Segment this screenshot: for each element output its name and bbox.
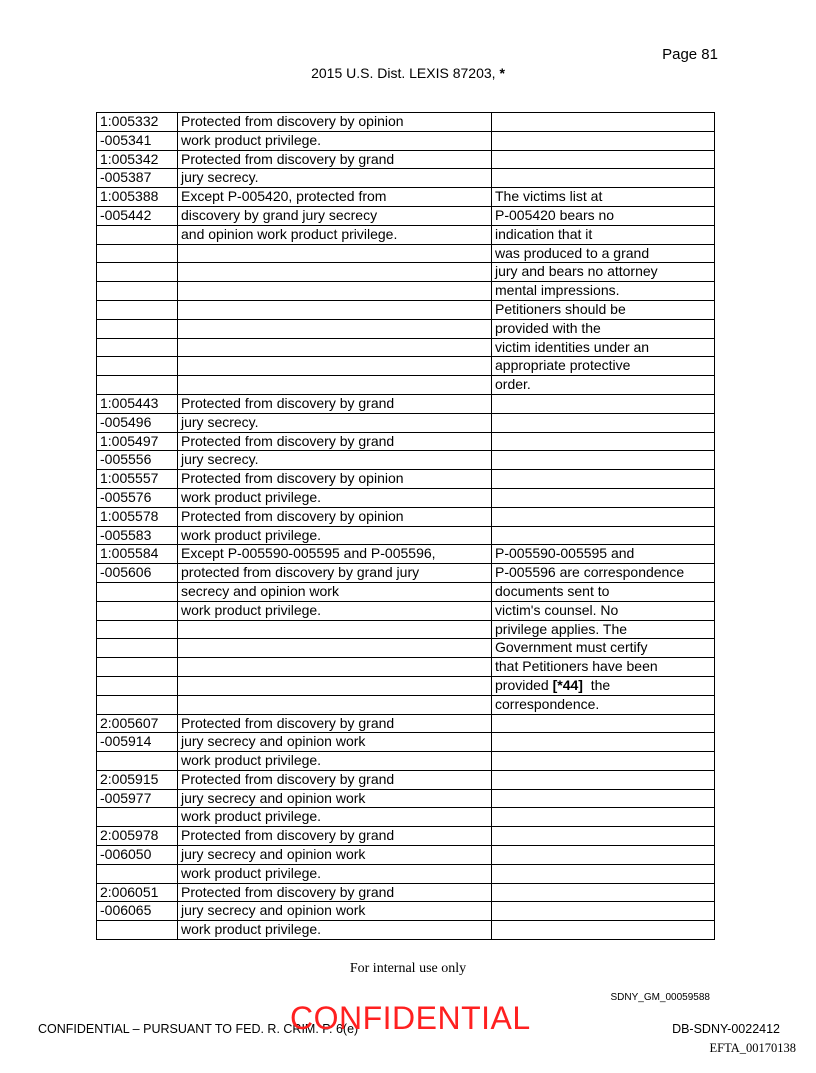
ruling-cell: work product privilege. xyxy=(178,864,492,883)
bates-range-cell: 1:005584 xyxy=(97,545,178,564)
page-number: Page 81 xyxy=(662,46,718,63)
bates-range-cell: -005387 xyxy=(97,169,178,188)
comment-cell: indication that it xyxy=(492,225,715,244)
confidential-notice: CONFIDENTIAL – PURSUANT TO FED. R. CRIM. P. 6(e) xyxy=(38,1022,359,1036)
bates-range-cell: 1:005342 xyxy=(97,150,178,169)
ruling-cell: Protected from discovery by grand xyxy=(178,150,492,169)
comment-cell xyxy=(492,883,715,902)
table-row xyxy=(97,921,715,940)
ruling-cell: jury secrecy and opinion work xyxy=(178,789,492,808)
ruling-cell xyxy=(178,338,492,357)
table-row xyxy=(97,338,715,357)
comment-cell: that Petitioners have been xyxy=(492,658,715,677)
comment-cell xyxy=(492,752,715,771)
comment-cell xyxy=(492,902,715,921)
bates-range-cell: 1:005497 xyxy=(97,432,178,451)
table-row xyxy=(97,808,715,827)
ruling-cell xyxy=(178,282,492,301)
table-row xyxy=(97,639,715,658)
table-row xyxy=(97,470,715,489)
comment-cell: appropriate protective xyxy=(492,357,715,376)
ruling-cell: protected from discovery by grand jury xyxy=(178,564,492,583)
table-row xyxy=(97,488,715,507)
comment-cell: mental impressions. xyxy=(492,282,715,301)
comment-cell xyxy=(492,169,715,188)
comment-cell xyxy=(492,413,715,432)
table-row xyxy=(97,394,715,413)
table-row xyxy=(97,714,715,733)
bates-range-cell xyxy=(97,376,178,395)
ruling-cell xyxy=(178,620,492,639)
bates-range-cell: -005914 xyxy=(97,733,178,752)
bates-range-cell xyxy=(97,752,178,771)
bates-range-cell: -005977 xyxy=(97,789,178,808)
table-row xyxy=(97,206,715,225)
ruling-cell: Protected from discovery by grand xyxy=(178,394,492,413)
ruling-cell: work product privilege. xyxy=(178,808,492,827)
bates-range-cell xyxy=(97,620,178,639)
citation-star: * xyxy=(499,65,505,81)
page-reference: [*44] xyxy=(552,676,583,693)
ruling-cell: jury secrecy and opinion work xyxy=(178,846,492,865)
bates-range-cell: 2:005607 xyxy=(97,714,178,733)
bates-number: SDNY_GM_00059588 xyxy=(610,992,710,1003)
table-row xyxy=(97,413,715,432)
bates-range-cell: -005442 xyxy=(97,206,178,225)
table-row xyxy=(97,695,715,714)
bates-range-cell: -005556 xyxy=(97,451,178,470)
ruling-cell xyxy=(178,244,492,263)
comment-cell xyxy=(492,846,715,865)
comment-cell xyxy=(492,488,715,507)
comment-cell xyxy=(492,113,715,132)
table-row xyxy=(97,620,715,639)
table-row xyxy=(97,658,715,677)
comment-cell xyxy=(492,131,715,150)
table-row xyxy=(97,300,715,319)
bates-range-cell: -005606 xyxy=(97,564,178,583)
ruling-cell: Protected from discovery by opinion xyxy=(178,507,492,526)
table-row xyxy=(97,545,715,564)
comment-cell: P-005420 bears no xyxy=(492,206,715,225)
table-row xyxy=(97,752,715,771)
table-row xyxy=(97,827,715,846)
table-row xyxy=(97,526,715,545)
comment-cell: provided with the xyxy=(492,319,715,338)
table-row xyxy=(97,282,715,301)
document-id: DB-SDNY-0022412 xyxy=(672,1022,780,1036)
comment-cell: P-005590-005595 and xyxy=(492,545,715,564)
bates-range-cell xyxy=(97,263,178,282)
bates-range-cell: 1:005443 xyxy=(97,394,178,413)
ruling-cell: Protected from discovery by grand xyxy=(178,883,492,902)
table-row xyxy=(97,225,715,244)
bates-range-cell xyxy=(97,582,178,601)
comment-cell xyxy=(492,733,715,752)
ruling-cell: Protected from discovery by grand xyxy=(178,432,492,451)
bates-range-cell xyxy=(97,300,178,319)
bates-range-cell xyxy=(97,244,178,263)
bates-range-cell: -005341 xyxy=(97,131,178,150)
comment-cell: jury and bears no attorney xyxy=(492,263,715,282)
bates-range-cell: 1:005557 xyxy=(97,470,178,489)
page-reference-after: the xyxy=(582,676,611,693)
bates-range-cell: 1:005388 xyxy=(97,188,178,207)
bates-range-cell: -005583 xyxy=(97,526,178,545)
bates-range-cell xyxy=(97,319,178,338)
comment-cell xyxy=(492,451,715,470)
bates-range-cell xyxy=(97,639,178,658)
ruling-cell: Protected from discovery by grand xyxy=(178,714,492,733)
table-row xyxy=(97,507,715,526)
ruling-cell: jury secrecy. xyxy=(178,413,492,432)
table-row xyxy=(97,733,715,752)
comment-cell xyxy=(492,827,715,846)
ruling-cell: Protected from discovery by grand xyxy=(178,770,492,789)
internal-use-note: For internal use only xyxy=(349,961,467,976)
comment-cell: documents sent to xyxy=(492,582,715,601)
bates-range-cell xyxy=(97,808,178,827)
confidential-stamp: CONFIDENTIAL xyxy=(290,1000,531,1036)
bates-range-cell: -005496 xyxy=(97,413,178,432)
table-row xyxy=(97,376,715,395)
bates-range-cell: 2:005915 xyxy=(97,770,178,789)
bates-range-cell xyxy=(97,695,178,714)
ruling-cell: work product privilege. xyxy=(178,131,492,150)
table-row xyxy=(97,582,715,601)
comment-cell xyxy=(492,808,715,827)
bates-range-cell xyxy=(97,338,178,357)
privilege-log-table xyxy=(96,112,715,940)
table-row xyxy=(97,113,715,132)
comment-cell: provided [*44] the xyxy=(492,676,715,695)
case-citation xyxy=(0,65,816,81)
bates-range-cell: -006065 xyxy=(97,902,178,921)
comment-cell xyxy=(492,714,715,733)
citation-text: 2015 U.S. Dist. LEXIS 87203, xyxy=(311,65,496,81)
comment-cell xyxy=(492,770,715,789)
ruling-cell: secrecy and opinion work xyxy=(178,582,492,601)
ruling-cell: Protected from discovery by grand xyxy=(178,827,492,846)
table-row xyxy=(97,263,715,282)
ruling-cell: work product privilege. xyxy=(178,752,492,771)
table-row xyxy=(97,131,715,150)
bates-range-cell xyxy=(97,282,178,301)
ruling-cell: and opinion work product privilege. xyxy=(178,225,492,244)
comment-cell: Petitioners should be xyxy=(492,300,715,319)
bates-range-cell xyxy=(97,676,178,695)
ruling-cell: jury secrecy and opinion work xyxy=(178,733,492,752)
table-row xyxy=(97,902,715,921)
bates-range-cell: -006050 xyxy=(97,846,178,865)
bates-range-cell xyxy=(97,601,178,620)
comment-cell: order. xyxy=(492,376,715,395)
comment-cell: P-005596 are correspondence xyxy=(492,564,715,583)
comment-cell: was produced to a grand xyxy=(492,244,715,263)
table-body xyxy=(97,113,715,940)
ruling-cell xyxy=(178,263,492,282)
comment-cell xyxy=(492,789,715,808)
comment-cell: The victims list at xyxy=(492,188,715,207)
table-row xyxy=(97,451,715,470)
comment-cell xyxy=(492,432,715,451)
ruling-cell xyxy=(178,639,492,658)
ruling-cell xyxy=(178,300,492,319)
table-row xyxy=(97,432,715,451)
bates-range-cell xyxy=(97,225,178,244)
comment-cell: privilege applies. The xyxy=(492,620,715,639)
table-row xyxy=(97,676,715,695)
ruling-cell xyxy=(178,319,492,338)
comment-cell: victim's counsel. No xyxy=(492,601,715,620)
comment-cell xyxy=(492,864,715,883)
ruling-cell xyxy=(178,676,492,695)
comment-cell xyxy=(492,507,715,526)
ruling-cell xyxy=(178,376,492,395)
comment-cell xyxy=(492,526,715,545)
table-row xyxy=(97,883,715,902)
ruling-cell: Protected from discovery by opinion xyxy=(178,113,492,132)
bates-range-cell: 1:005332 xyxy=(97,113,178,132)
table-row xyxy=(97,169,715,188)
ruling-cell: Protected from discovery by opinion xyxy=(178,470,492,489)
ruling-cell xyxy=(178,658,492,677)
efta-id: EFTA_00170138 xyxy=(709,1041,796,1055)
ruling-cell: work product privilege. xyxy=(178,601,492,620)
ruling-cell: jury secrecy. xyxy=(178,451,492,470)
ruling-cell: work product privilege. xyxy=(178,488,492,507)
ruling-cell: Except P-005590-005595 and P-005596, xyxy=(178,545,492,564)
bates-range-cell: -005576 xyxy=(97,488,178,507)
ruling-cell: jury secrecy. xyxy=(178,169,492,188)
comment-cell xyxy=(492,394,715,413)
table-row xyxy=(97,319,715,338)
ruling-cell: jury secrecy and opinion work xyxy=(178,902,492,921)
bates-range-cell xyxy=(97,658,178,677)
comment-cell xyxy=(492,470,715,489)
table-row xyxy=(97,770,715,789)
table-row xyxy=(97,789,715,808)
comment-cell: correspondence. xyxy=(492,695,715,714)
comment-cell: Government must certify xyxy=(492,639,715,658)
ruling-cell xyxy=(178,695,492,714)
bates-range-cell xyxy=(97,921,178,940)
bates-range-cell: 2:006051 xyxy=(97,883,178,902)
table-row xyxy=(97,564,715,583)
table-row xyxy=(97,864,715,883)
table-row xyxy=(97,846,715,865)
ruling-cell: discovery by grand jury secrecy xyxy=(178,206,492,225)
table-row xyxy=(97,357,715,376)
comment-cell xyxy=(492,921,715,940)
table-row xyxy=(97,601,715,620)
bates-range-cell xyxy=(97,357,178,376)
bates-range-cell xyxy=(97,864,178,883)
bates-range-cell: 2:005978 xyxy=(97,827,178,846)
ruling-cell: work product privilege. xyxy=(178,921,492,940)
ruling-cell: work product privilege. xyxy=(178,526,492,545)
table-row xyxy=(97,150,715,169)
table-row xyxy=(97,188,715,207)
table-row xyxy=(97,244,715,263)
ruling-cell xyxy=(178,357,492,376)
bates-range-cell: 1:005578 xyxy=(97,507,178,526)
ruling-cell: Except P-005420, protected from xyxy=(178,188,492,207)
comment-cell: victim identities under an xyxy=(492,338,715,357)
comment-cell xyxy=(492,150,715,169)
